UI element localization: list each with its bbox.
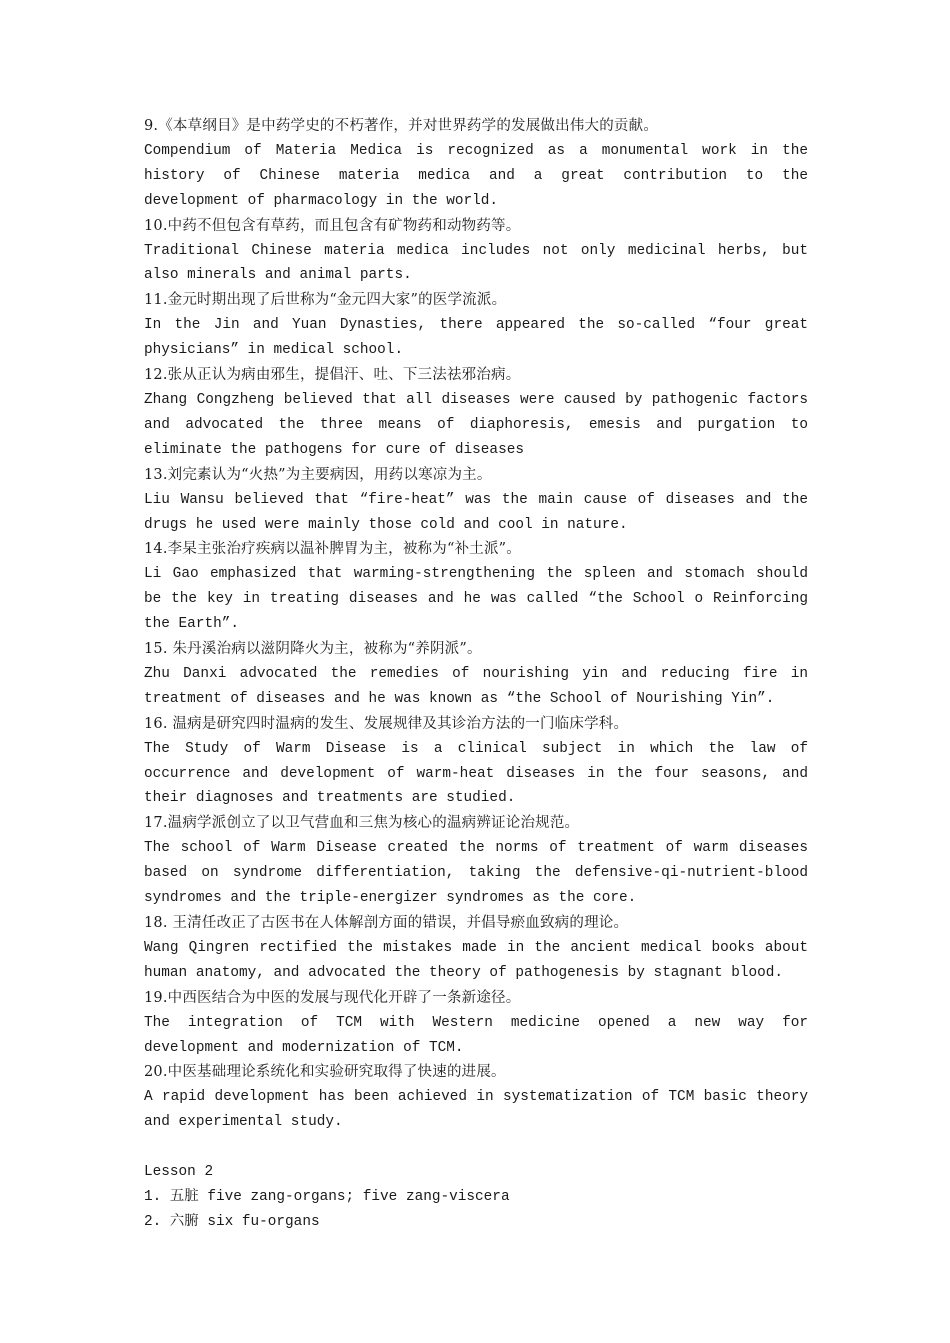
item-19-chinese: 19.中西医结合为中医的发展与现代化开辟了一条新途径。	[144, 989, 521, 1006]
item-18-english: Wang Qingren rectified the mistakes made in the ancient medical books about human anatomy, and advocated the theory of pathogenesis by stagnant blood.	[144, 939, 808, 981]
lesson-2-heading: Lesson 2	[144, 1164, 214, 1181]
item-11-english: In the Jin and Yuan Dynasties, there appeared the so-called “four great physicians” in medical school.	[144, 317, 808, 359]
document-page	[144, 114, 808, 1235]
item-13-english: Liu Wansu believed that “fire-heat” was the main cause of diseases and the drugs he used were mainly those cold and cool in nature.	[144, 491, 808, 533]
item-15-chinese: 15. 朱丹溪治病以滋阴降火为主，被称为“养阴派”。	[144, 641, 482, 658]
item-11-chinese: 11.金元时期出现了后世称为“金元四大家”的医学流派。	[144, 292, 507, 309]
section-spacer	[144, 1135, 808, 1160]
item-16-chinese: 16. 温病是研究四时温病的发生、发展规律及其诊治方法的一门临床学科。	[144, 715, 629, 732]
item-20-english: A rapid development has been achieved in systematization of TCM basic theory and experimental study.	[144, 1089, 808, 1131]
item-19-english: The integration of TCM with Western medicine opened a new way for development and modernization of TCM.	[144, 1014, 808, 1056]
item-15-english: Zhu Danxi advocated the remedies of nourishing yin and reducing fire in treatment of diseases and he was known as “the School of Nourishing Yin”.	[144, 665, 808, 707]
item-17-english: The school of Warm Disease created the norms of treatment of warm diseases based on syndrome differentiation, taking the defensive-qi-nutrient-blood syndromes and the triple-energizer syndromes as the core.	[144, 840, 808, 907]
item-18-chinese: 18. 王清任改正了古医书在人体解剖方面的错误，并倡导瘀血致病的理论。	[144, 915, 629, 931]
item-9-chinese: 9.《本草纲目》是中药学史的不朽著作，并对世界药学的发展做出伟大的贡献。	[144, 118, 659, 134]
item-10-chinese: 10.中药不但包含有草药，而且包含有矿物药和动物药等。	[144, 217, 521, 234]
item-14-chinese: 14.李杲主张治疗疾病以温补脾胃为主，被称为“补土派”。	[144, 541, 521, 558]
item-12-english: Zhang Congzheng believed that all diseases were caused by pathogenic factors and advocated the three means of diaphoresis, emesis and purgation to eliminate the pathogens for cure of diseases	[144, 391, 808, 458]
lesson-2-item-2: 2. 六腑 six fu-organs	[144, 1213, 320, 1230]
lesson-2-item-1: 1. 五脏 five zang-organs; five zang-viscera	[144, 1188, 510, 1205]
item-20-chinese: 20.中医基础理论系统化和实验研究取得了快速的进展。	[144, 1064, 506, 1081]
item-14-english: Li Gao emphasized that warming-strengthening the spleen and stomach should be the key in treating diseases and he was called “the School o Reinforcing the Earth”.	[144, 566, 808, 633]
lesson-2-section	[144, 1160, 808, 1235]
item-12-chinese: 12.张从正认为病由邪生，提倡汗、吐、下三法祛邪治病。	[144, 367, 521, 384]
item-17-chinese: 17.温病学派创立了以卫气营血和三焦为核心的温病辨证论治规范。	[144, 815, 580, 832]
translation-list	[144, 114, 808, 1135]
item-9-english: Compendium of Materia Medica is recognized as a monumental work in the history of Chinese materia medica and a great contribution to the development of pharmacology in the world.	[144, 142, 808, 209]
item-13-chinese: 13.刘完素认为“火热”为主要病因，用药以寒凉为主。	[144, 466, 492, 483]
item-16-english: The Study of Warm Disease is a clinical subject in which the law of occurrence and development of warm-heat diseases in the four seasons, and their diagnoses and treatments are studied.	[144, 740, 808, 807]
item-10-english: Traditional Chinese materia medica includes not only medicinal herbs, but also minerals and animal parts.	[144, 242, 808, 284]
